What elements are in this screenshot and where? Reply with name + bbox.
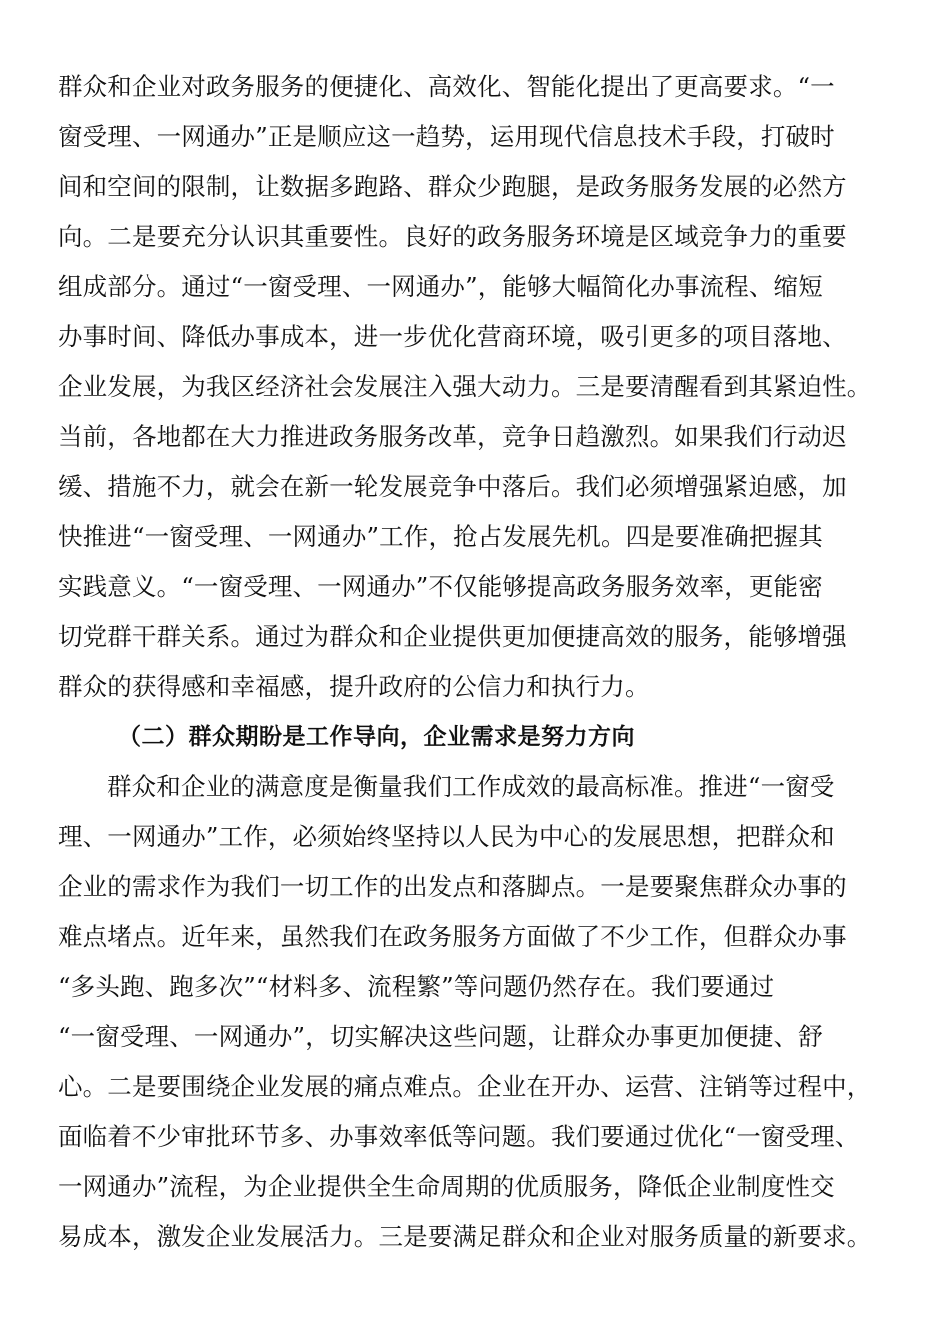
paragraph-2 [58,762,888,1262]
text-line: 切党群干群关系。通过为群众和企业提供更加便捷高效的服务，能够增强 [58,622,847,651]
text-line: 群众和企业对政务服务的便捷化、高效化、智能化提出了更高要求。“一 [58,72,835,101]
text-line: 难点堵点。近年来，虽然我们在政务服务方面做了不少工作，但群众办事 [58,922,847,951]
document-body [58,62,888,1262]
text-line: 面临着不少审批环节多、办事效率低等问题。我们要通过优化“一窗受理、 [58,1122,860,1151]
text-line: 向。二是要充分认识其重要性。良好的政务服务环境是区域竞争力的重要 [58,222,847,251]
text-line: 企业发展，为我区经济社会发展注入强大动力。三是要清醒看到其紧迫性。 [58,372,872,401]
text-line: 一网通办”流程，为企业提供全生命周期的优质服务，降低企业制度性交 [58,1172,835,1201]
text-line: 窗受理、一网通办”正是顺应这一趋势，运用现代信息技术手段，打破时 [58,122,835,151]
text-line: 间和空间的限制，让数据多跑路、群众少跑腿，是政务服务发展的必然方 [58,172,847,201]
text-line: 快推进“一窗受理、一网通办”工作，抢占发展先机。四是要准确把握其 [58,522,823,551]
text-line: 理、一网通办”工作，必须始终坚持以人民为中心的发展思想，把群众和 [58,822,835,851]
text-line: “一窗受理、一网通办”，切实解决这些问题，让群众办事更加便捷、舒 [58,1022,823,1051]
text-line: 企业的需求作为我们一切工作的出发点和落脚点。一是要聚焦群众办事的 [58,872,847,901]
text-line: 当前，各地都在大力推进政务服务改革，竞争日趋激烈。如果我们行动迟 [58,422,847,451]
section-heading: （二）群众期盼是工作导向，企业需求是努力方向 [118,724,635,750]
text-line: 办事时间、降低办事成本，进一步优化营商环境，吸引更多的项目落地、 [58,322,847,351]
text-line: 易成本，激发企业发展活力。三是要满足群众和企业对服务质量的新要求。 [58,1222,872,1251]
text-line: “多头跑、跑多次”“材料多、流程繁”等问题仍然存在。我们要通过 [58,972,775,1001]
text-line: 心。二是要围绕企业发展的痛点难点。企业在开办、运营、注销等过程中， [58,1072,872,1101]
paragraph-1 [58,62,888,712]
text-line: 组成部分。通过“一窗受理、一网通办”，能够大幅简化办事流程、缩短 [58,272,823,301]
text-line: 缓、措施不力，就会在新一轮发展竞争中落后。我们必须增强紧迫感，加 [58,472,847,501]
text-line: 群众的获得感和幸福感，提升政府的公信力和执行力。 [58,672,650,701]
text-line: 群众和企业的满意度是衡量我们工作成效的最高标准。推进“一窗受 [107,772,835,801]
text-line: 实践意义。“一窗受理、一网通办”不仅能够提高政务服务效率，更能密 [58,572,823,601]
